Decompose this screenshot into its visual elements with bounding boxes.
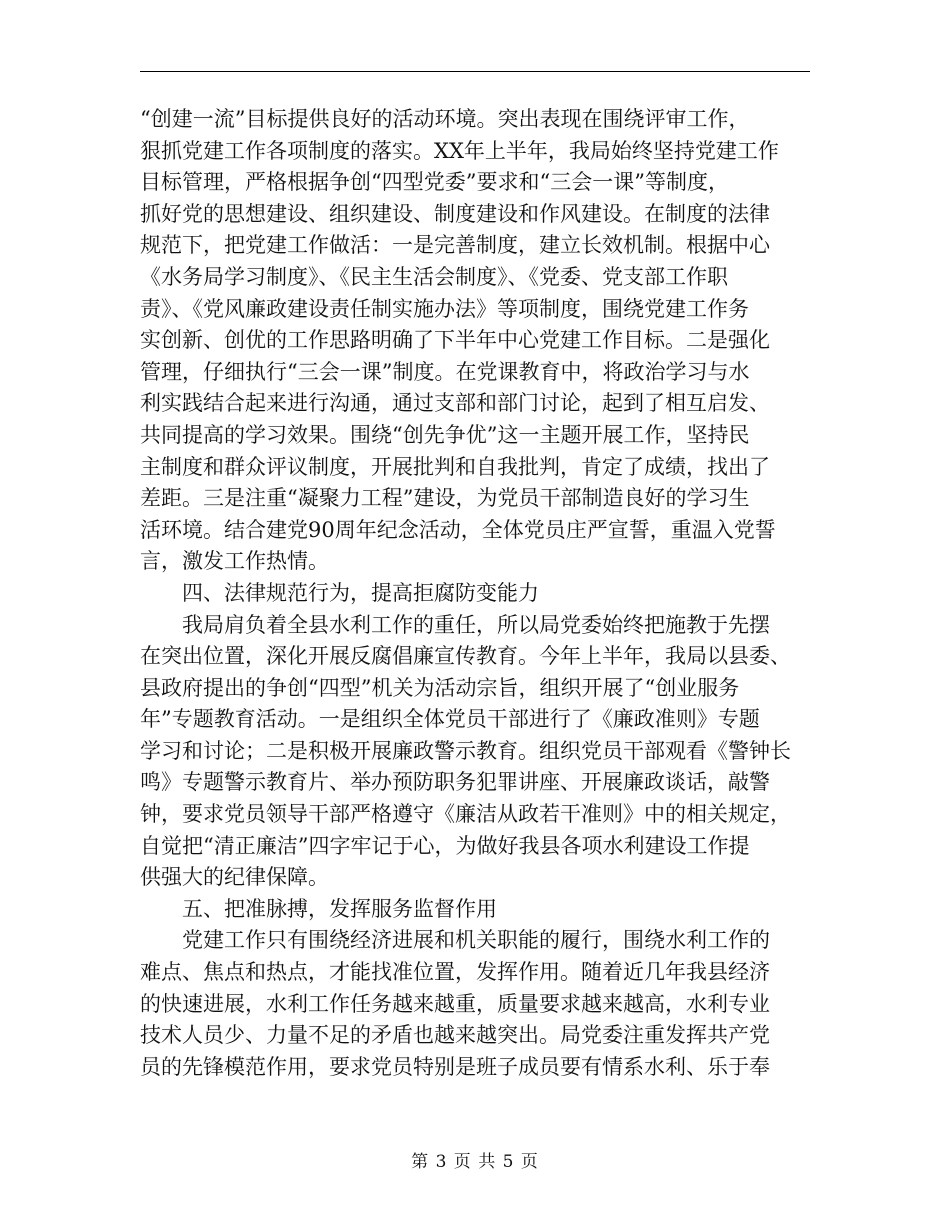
text-line: 供强大的纪律保障。 xyxy=(140,865,329,890)
text-line: 的快速进展，水利工作任务越来越重，质量要求越来越高，水利专业 xyxy=(140,991,770,1016)
text-line: 《水务局学习制度》、《民主生活会制度》、《党委、党支部工作职 xyxy=(140,264,728,289)
text-line: 主制度和群众评议制度，开展批判和自我批判，肯定了成绩，找出了 xyxy=(140,454,770,479)
text-line: 鸣》专题警示教育片、举办预防职务犯罪讲座、开展廉政谈话，敲警 xyxy=(140,770,770,795)
text-line: 狠抓党建工作各项制度的落实。XX年上半年，我局始终坚持党建工作 xyxy=(140,138,779,163)
text-line: 抓好党的思想建设、组织建设、制度建设和作风建设。在制度的法律 xyxy=(140,201,770,226)
text-line: 责》、《党风廉政建设责任制实施办法》等项制度，围绕党建工作务 xyxy=(140,296,749,321)
text-line: 五、把准脉搏，发挥服务监督作用 xyxy=(182,896,497,921)
header-rule xyxy=(140,71,810,72)
text-line: 县政府提出的争创“四型”机关为活动宗旨，组织开展了“创业服务 xyxy=(140,675,740,700)
document-body xyxy=(140,104,820,1083)
text-line: 钟，要求党员领导干部严格遵守《廉洁从政若干准则》中的相关规定， xyxy=(140,802,791,827)
text-line: 实创新、创优的工作思路明确了下半年中心党建工作目标。二是强化 xyxy=(140,328,770,353)
text-line: “创建一流”目标提供良好的活动环境。突出表现在围绕评审工作， xyxy=(140,107,750,131)
text-line: 党建工作只有围绕经济进展和机关职能的履行，围绕水利工作的 xyxy=(182,928,770,953)
text-line: 我局肩负着全县水利工作的重任，所以局党委始终把施教于先摆 xyxy=(182,612,770,637)
text-line: 学习和讨论；二是积极开展廉政警示教育。组织党员干部观看《警钟长 xyxy=(140,738,791,763)
text-line: 管理，仔细执行“三会一课”制度。在党课教育中，将政治学习与水 xyxy=(140,359,750,384)
text-line: 自觉把“清正廉洁”四字牢记于心，为做好我县各项水利建设工作提 xyxy=(140,833,750,858)
text-line: 难点、焦点和热点，才能找准位置，发挥作用。随着近几年我县经济 xyxy=(140,960,770,985)
text-line: 在突出位置，深化开展反腐倡廉宣传教育。今年上半年，我局以县委、 xyxy=(140,644,791,669)
text-line: 规范下，把党建工作做活：一是完善制度，建立长效机制。根据中心 xyxy=(140,233,770,258)
text-line: 利实践结合起来进行沟通，通过支部和部门讨论，起到了相互启发、 xyxy=(140,391,770,416)
text-line: 目标管理，严格根据争创“四型党委”要求和“三会一课”等制度， xyxy=(140,170,729,195)
text-line: 年”专题教育活动。一是组织全体党员干部进行了《廉政准则》专题 xyxy=(140,707,760,732)
text-line: 共同提高的学习效果。围绕“创先争优”这一主题开展工作，坚持民 xyxy=(140,422,750,447)
text-line: 差距。三是注重“凝聚力工程”建设，为党员干部制造良好的学习生 xyxy=(140,486,750,511)
page-footer: 第 3 页 共 5 页 xyxy=(411,1152,539,1172)
text-line: 员的先锋模范作用，要求党员特别是班子成员要有情系水利、乐于奉 xyxy=(140,1054,770,1079)
text-line: 言，激发工作热情。 xyxy=(140,549,329,574)
text-line: 技术人员少、力量不足的矛盾也越来越突出。局党委注重发挥共产党 xyxy=(140,1023,770,1048)
text-line: 活环境。结合建党90周年纪念活动，全体党员庄严宣誓，重温入党誓 xyxy=(140,517,776,542)
text-line: 四、法律规范行为，提高拒腐防变能力 xyxy=(182,580,539,605)
